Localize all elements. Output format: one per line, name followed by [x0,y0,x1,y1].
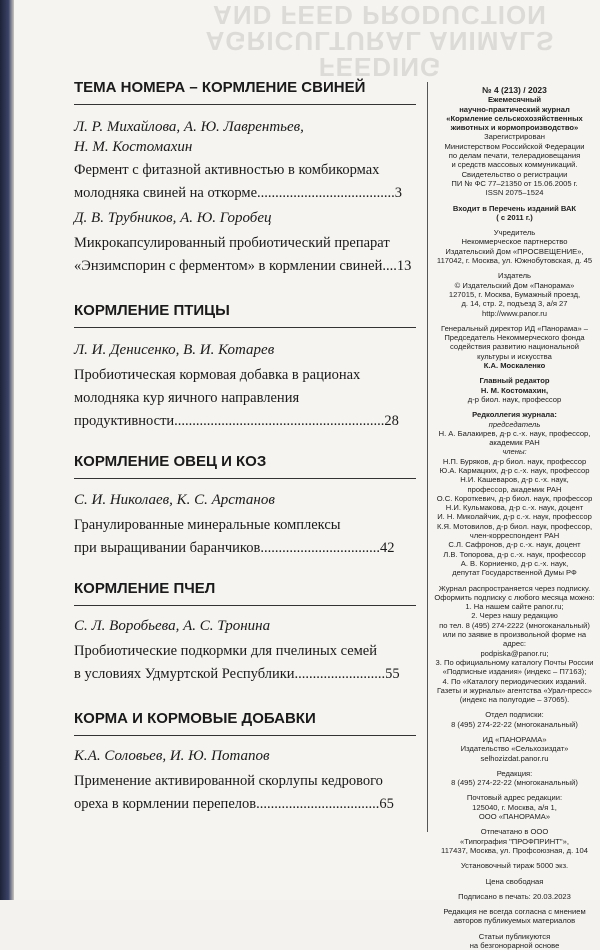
publisher-brand: ИД «ПАНОРАМА» [482,735,547,744]
journal-name: «Кормление сельскохозяйственных животных и кормопроизводство» [446,113,583,133]
toc-entry[interactable] [74,746,419,815]
director-text: культуры и искусства [477,351,552,361]
section-divider [74,735,416,736]
subscription-text: Оформить подписку с любого месяца можно: [434,592,595,602]
editorial-label: Редакция: [496,768,533,778]
address-text: ООО «ПАНОРАМА» [478,812,551,822]
entry-authors: С. И. Николаев, К. С. Арстанов [74,492,275,508]
subscription-text: или по заявке в произвольной форме на адрес: [442,630,587,649]
publisher-brand: Издательство «Сельхозиздат» [460,744,569,754]
entry-title-line: Фермент с фитазной активностью в комбикормах [74,162,380,178]
subscription-text: Газеты и журналы» агентства «Урал-пресс» [436,685,592,695]
entry-title-line: Микрокапсулированный пробиотический препарат [74,235,390,251]
entry-authors: Л. И. Денисенко, В. И. Котарев [74,342,275,358]
entry-page-number: 3 [394,185,403,201]
board-member: О.С. Короткевич, д-р биол. наук, профессор [436,493,593,503]
issn: ISSN 2075–1524 [485,188,544,198]
section-bees [74,580,419,597]
director-text: Председатель Некоммерческого фонда [444,333,585,343]
board-member: член-корреспондент РАН [469,531,560,541]
reg-text: по делам печати, телерадиовещания [448,151,581,161]
subscription-text: «Подписные издания» (индекс – П7163); [442,667,587,677]
entry-page-number: 42 [379,540,395,556]
entry-page-number: 28 [384,413,399,429]
publisher-text: © Издательский Дом «Панорама» [454,280,575,290]
director-name: К.А. Москаленко [483,361,546,371]
toc-entry[interactable] [74,208,419,277]
section-sheep-goats [74,453,419,470]
founder-label: Учредитель [493,228,536,238]
print-run: Установочный тираж 5000 экз. [460,861,569,871]
section-pigs [74,79,419,96]
editor-label: Главный редактор [479,376,550,386]
entry-title-line: Применение активированной скорлупы кедрового [74,773,383,789]
toc-entry[interactable] [74,490,419,559]
subscription-email[interactable]: podpiska@panor.ru; [480,648,549,658]
publisher-text: д. 14, стр. 2, подъезд 3, а/я 27 [461,299,568,309]
editor-degree: д-р биол. наук, профессор [467,394,562,404]
section-title: КОРМЛЕНИЕ ОВЕЦ И КОЗ [74,453,267,470]
publisher-label: Издатель [497,271,531,281]
periodicity: Ежемесячный [487,95,541,105]
section-title: ТЕМА НОМЕРА – КОРМЛЕНИЕ СВИНЕЙ [74,79,366,96]
journal-type: научно-практический журнал [459,104,570,114]
disclaimer: авторов публикуемых материалов [453,916,576,926]
subscription-text: 4. По «Каталогу периодических изданий. [442,676,587,686]
vak-note: ( с 2011 г.) [496,212,533,222]
section-divider [74,104,416,105]
entry-title-line: Пробиотическая кормовая добавка в рационах [74,367,361,383]
imprint-column [427,82,600,950]
board-member: Н.И. Кульмакова, д-р с.-х. наук, доцент [445,503,584,513]
section-divider [74,327,416,328]
dept-label: Отдел подписки: [485,710,544,720]
toc-entry[interactable] [74,340,419,432]
toc-entry[interactable] [74,616,419,685]
signed-date: Подписано в печать: 20.03.2023 [458,891,571,901]
entry-authors: С. Л. Воробьева, А. С. Тронина [74,618,271,634]
director-text: содействия развитию национальной [450,342,579,352]
section-title: КОРМА И КОРМОВЫЕ ДОБАВКИ [74,710,316,727]
members-label: члены: [502,447,527,457]
entry-page-number: 65 [379,796,394,812]
founder-text: Издательский Дом «ПРОСВЕЩЕНИЕ», [445,246,584,256]
entry-title-line: Пробиотические подкормки для пчелиных семей [74,643,378,659]
board-member: академик РАН [489,438,540,448]
director-text: Генеральный директор ИД «Панорама» – [440,323,589,333]
dept-phone: 8 (495) 274-22-22 (многоканальный) [451,719,578,729]
entry-authors: Л. Р. Михайлова, А. Ю. Лаврентьев, [74,119,304,135]
board-member: профессор, академик РАН [467,484,562,494]
entry-page-number: 55 [385,666,400,682]
section-divider [74,605,416,606]
publisher-site[interactable]: selhozizdat.panor.ru [480,753,549,763]
board-member: Н. А. Балакирев, д-р с.-х. наук, профессор, [438,428,591,438]
publisher-text: 127015, г. Москва, Бумажный проезд, [448,289,581,299]
entry-authors-2: Н. М. Костомахин [74,139,193,155]
address-label: Почтовый адрес редакции: [466,793,563,803]
entry-authors: К.А. Соловьев, И. Ю. Потапов [74,748,270,764]
fee-note: на безгонорарной основе [469,941,560,950]
subscription-text: по тел. 8 (495) 274-2222 (многоканальный) [439,620,590,630]
board-member: А. В. Корниенко, д-р с.-х. наук, [460,558,569,568]
printer-text: Отпечатано в ООО [480,827,549,837]
ghost-show-through-text: FEEDING AGRICULTURAL ANIMALS AND FEED PRODUCTION [205,0,555,82]
board-label: Редколлегия журнала: [472,410,557,420]
section-divider [74,478,416,479]
section-poultry [74,302,419,319]
subscription-text: 3. По официальному каталогу Почты России [435,657,594,667]
section-title: КОРМЛЕНИЕ ПЧЕЛ [74,580,216,597]
founder-text: 117042, г. Москва, ул. Южнобутовская, д. 45 [436,256,593,266]
subscription-text: Журнал распространяется через подписку. [438,583,591,593]
founder-text: Некоммерческое партнерство [461,237,568,247]
entry-title-line: Гранулированные минеральные комплексы [74,517,341,533]
board-member: Н.И. Кашеваров, д-р с.-х. наук, [460,475,569,485]
entry-title-line: молодняка свиней на откорме......................................3 [74,185,403,201]
price: Цена свободная [485,876,544,886]
entry-title-line: молодняка кур яичного направления [74,390,300,406]
entry-title-line: при выращивании баранчиков.................................42 [74,540,395,556]
subscription-text: 2. Через нашу редакцию [471,611,558,621]
reg-text: Свидетельство о регистрации [461,169,568,179]
entry-page-number: 13 [396,258,412,274]
board-member: С.Л. Сафронов, д-р с.-х. наук, доцент [448,540,581,550]
reg-text: и средств массовых коммуникаций. [451,160,578,170]
printer-text: «Типография "ПРОФПРИНТ"», [460,836,569,846]
publisher-url[interactable]: http://www.panor.ru [481,308,547,318]
printer-text: 117437, Москва, ул. Профсоюзная, д. 104 [441,845,588,855]
issue-number: № 4 (213) / 2023 [482,85,547,95]
binding-spine [0,0,14,900]
section-title: КОРМЛЕНИЕ ПТИЦЫ [74,302,230,319]
section-feeds [74,710,419,727]
board-member: депутат Государственной Думы РФ [452,568,577,578]
entry-authors: Д. В. Трубников, А. Ю. Горобец [74,210,272,226]
subscription-text: 1. На нашем сайте panor.ru; [465,602,564,612]
reg-text: ПИ № ФС 77–21350 от 15.06.2005 г. [451,178,578,188]
editorial-phone: 8 (495) 274-22-22 (многоканальный) [451,778,578,788]
reg-text: Зарегистрирован [484,132,545,142]
chair-label: председатель [488,419,541,429]
fee-note: Статьи публикуются [478,931,551,941]
board-member: Ю.А. Кармацких, д-р с.-х. наук, профессор [439,465,590,475]
entry-title-line: в условиях Удмуртской Республики.........................55 [74,666,400,682]
board-member: Н.П. Буряков, д-р биол. наук, профессор [442,456,587,466]
toc-entry[interactable] [74,117,419,204]
editor-name: Н. М. Костомахин, [480,385,549,395]
disclaimer: Редакция не всегда согласна с мнением [443,907,586,917]
vak-note: Входит в Перечень изданий ВАК [452,203,577,213]
entry-title-line: ореха в кормлении перепелов..................................65 [74,796,394,812]
board-member: К.Я. Мотовилов, д-р биол. наук, профессор, [436,521,593,531]
entry-title-line: «Энзимспорин с ферментом» в кормлении свиней....13 [74,258,412,274]
board-member: Л.В. Топорова, д-р с.-х. наук, профессор [443,549,586,559]
board-member: И. Н. Миколайчик, д-р с.-х. наук, профессор [437,512,592,522]
entry-title-line: продуктивности..........................................................28 [74,413,399,429]
subscription-text: (индекс на полугодие – 37065). [459,695,570,705]
reg-text: Министерством Российской Федерации [444,141,585,151]
address-text: 125040, г. Москва, а/я 1, [472,802,557,812]
